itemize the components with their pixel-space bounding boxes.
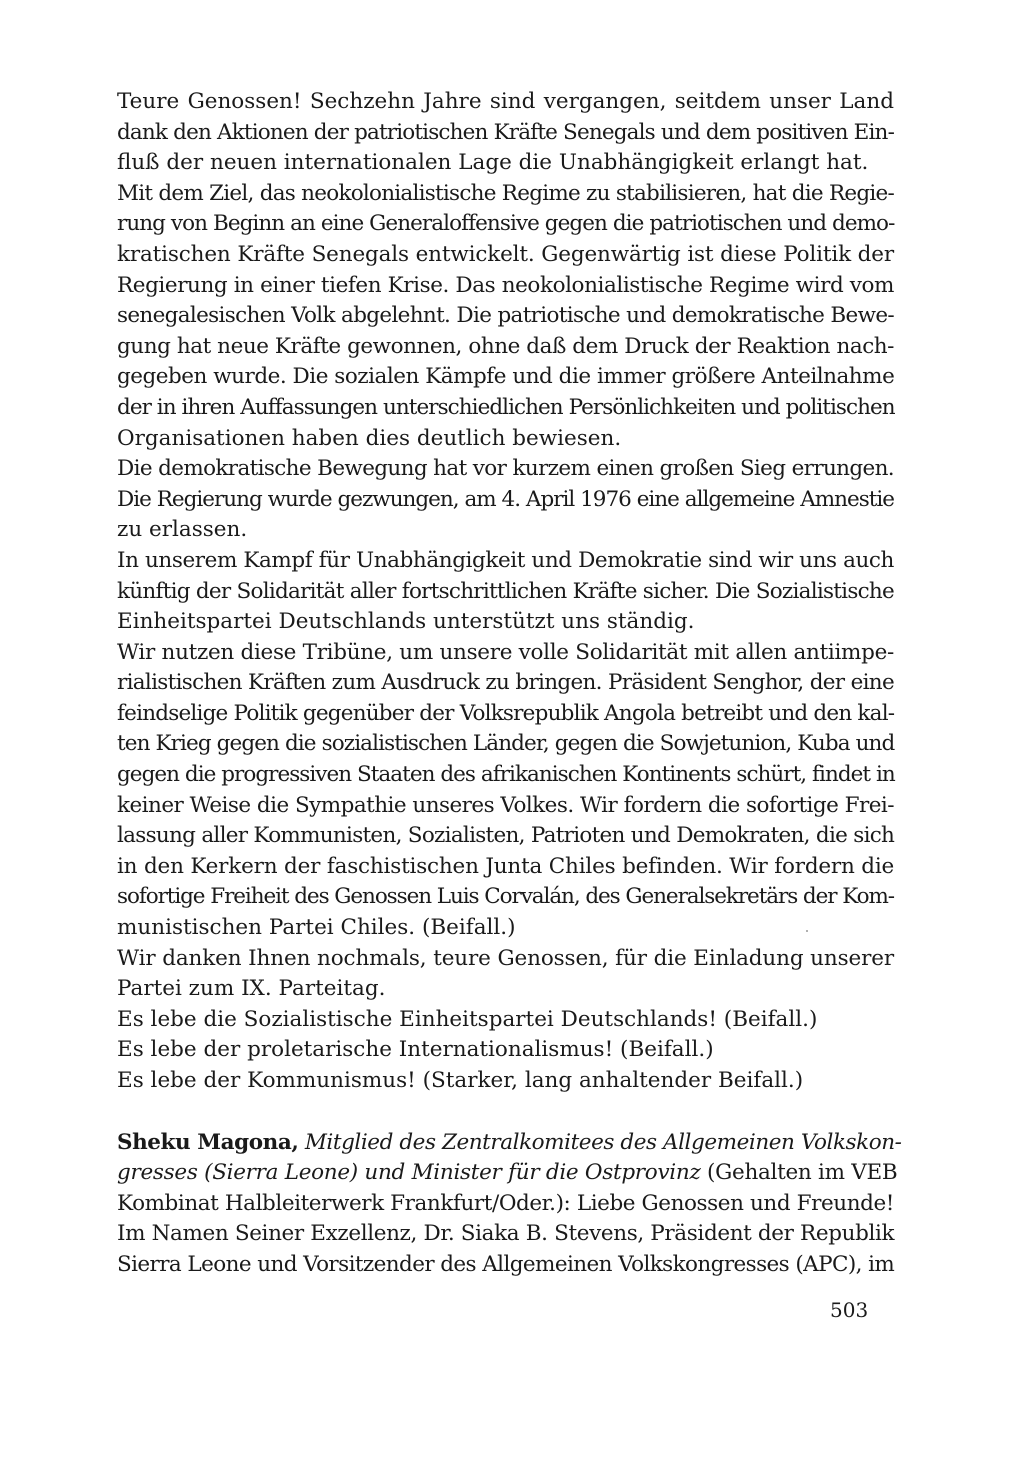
scan-speck (806, 930, 808, 932)
speech-paragraphs (117, 87, 894, 1005)
text-line: Regierung in einer tiefen Krise. Das neokolonialistische Regime wird vom (117, 272, 894, 298)
closing-line: Es lebe der proletarische Internationalismus! (Beifall.) (117, 1037, 714, 1063)
speaker-role-line-1: Mitglied des Zentralkomitees des Allgemeinen Volkskon- (304, 1129, 902, 1155)
text-line: sofortige Freiheit des Genossen Luis Corvalán, des Generalsekretärs der Kom- (117, 884, 894, 910)
text-line: dank den Aktionen der patriotischen Kräfte Senegals und dem positiven Ein- (117, 119, 894, 145)
text-line: in den Kerkern der faschistischen Junta Chiles befinden. Wir fordern die (117, 853, 895, 879)
text-line: lassung aller Kommunisten, Sozialisten, Patrioten und Demokraten, die sich (117, 823, 895, 849)
text-line: Mit dem Ziel, das neokolonialistische Regime zu stabilisieren, hat die Regie- (117, 180, 894, 206)
paragraph (117, 87, 894, 179)
text-line: Die demokratische Bewegung hat vor kurzem einen großen Sieg errungen. (117, 456, 894, 482)
speaker-text-line: Kombinat Halbleiterwerk Frankfurt/Oder.): Liebe Genossen und Freunde! (117, 1190, 894, 1216)
text-line: kratischen Kräfte Senegals entwickelt. Gegenwärtig ist diese Politik der (117, 241, 894, 267)
speaker-text-line: Im Namen Seiner Exzellenz, Dr. Siaka B. Stevens, Präsident der Republik (117, 1221, 895, 1247)
text-line: gung hat neue Kräfte gewonnen, ohne daß dem Druck der Reaktion nach- (117, 333, 894, 359)
page-number: 503 (830, 1298, 869, 1322)
text-line: In unserem Kampf für Unabhängigkeit und Demokratie sind wir uns auch (117, 547, 894, 573)
closing-line: Es lebe der Kommunismus! (Starker, lang anhaltender Beifall.) (117, 1068, 804, 1093)
paragraph (117, 454, 894, 546)
speaker-text (117, 1189, 894, 1281)
text-line: Partei zum IX. Parteitag. (117, 976, 386, 1002)
text-line: zu erlassen. (117, 517, 248, 543)
text-line: Teure Genossen! Sechzehn Jahre sind vergangen, seitdem unser Land (117, 89, 894, 114)
next-speaker-block (117, 1128, 902, 1281)
speaker-venue-start: (Gehalten im VEB (700, 1160, 898, 1186)
paragraph (117, 944, 894, 1005)
text-line: feindselige Politik gegenüber der Volksrepublik Angola betreibt und den kal- (117, 700, 895, 726)
text-line: Wir nutzen diese Tribüne, um unsere volle Solidarität mit allen antiimpe- (117, 639, 894, 665)
text-line: fluß der neuen internationalen Lage die Unabhängigkeit erlangt hat. (117, 150, 869, 176)
text-line: gegeben wurde. Die sozialen Kämpfe und die immer größere Anteilnahme (117, 364, 895, 390)
page-body (117, 87, 902, 1281)
text-line: Organisationen haben dies deutlich bewiesen. (117, 425, 622, 451)
paragraph (117, 638, 894, 944)
closing-exclamations (117, 1005, 894, 1097)
text-line: rialistischen Kräften zum Ausdruck zu bringen. Präsident Senghor, der eine (117, 670, 894, 696)
text-line: munistischen Partei Chiles. (Beifall.) (117, 915, 516, 941)
text-line: Einheitspartei Deutschlands unterstützt uns ständig. (117, 609, 695, 635)
text-line: keiner Weise die Sympathie unseres Volkes. Wir fordern die sofortige Frei- (117, 792, 894, 818)
speaker-role-line-2: gresses (Sierra Leone) und Minister für die Ostprovinz (117, 1160, 701, 1186)
text-line: künftig der Solidarität aller fortschrittlichen Kräfte sicher. Die Sozialistische (117, 578, 894, 604)
speaker-name: Sheku Magona, (117, 1129, 299, 1155)
text-line: rung von Beginn an eine Generaloffensive gegen die patriotischen und demo- (117, 211, 895, 237)
speaker-text-line: Sierra Leone und Vorsitzender des Allgemeinen Volkskongresses (APC), im (117, 1251, 895, 1277)
paragraph (117, 546, 894, 638)
closing-line: Es lebe die Sozialistische Einheitspartei Deutschlands! (Beifall.) (117, 1006, 818, 1032)
text-line: senegalesischen Volk abgelehnt. Die patriotische und demokratische Bewe- (117, 303, 894, 329)
text-line: gegen die progressiven Staaten des afrikanischen Kontinents schürt, findet in (117, 762, 895, 788)
text-line: ten Krieg gegen die sozialistischen Länder, gegen die Sowjetunion, Kuba und (117, 731, 895, 757)
text-line: Die Regierung wurde gezwungen, am 4. April 1976 eine allgemeine Amnestie (117, 486, 894, 512)
text-line: der in ihren Auffassungen unterschiedlichen Persönlichkeiten und politischen (117, 394, 895, 420)
paragraph (117, 179, 894, 454)
text-line: Wir danken Ihnen nochmals, teure Genossen, für die Einladung unserer (117, 945, 894, 971)
